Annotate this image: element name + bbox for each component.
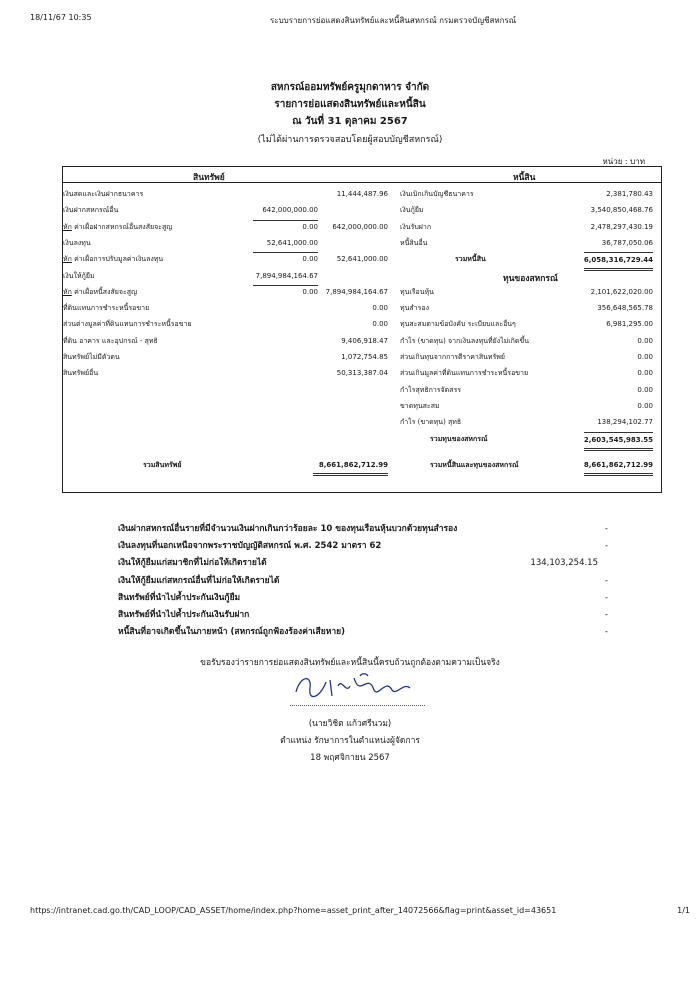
- note-row: [118, 555, 618, 571]
- asset-row: [63, 317, 393, 332]
- asset-label: ที่ดินแทนการชำระหนี้รอขาย: [63, 304, 150, 313]
- footer-url: https://intranet.cad.go.th/CAD_LOOP/CAD_ASSET/home/index.php?home=asset_print_after_14072566&flag=print&asset_id=43651: [30, 906, 557, 915]
- asset-label: เงินลงทุน: [63, 238, 91, 247]
- signature-line: [290, 705, 425, 706]
- subtotal-line: [253, 220, 318, 221]
- liability-row: [400, 220, 658, 235]
- asset-net: 0.00: [372, 320, 388, 329]
- note-row: [118, 624, 618, 640]
- equity-row: [400, 415, 658, 430]
- equity-row: [400, 334, 658, 349]
- asset-label: ส่วนต่างมูลค่าที่ดินแทนการชำระหนี้รอขาย: [63, 320, 192, 329]
- equity-value: 0.00: [637, 336, 653, 345]
- note-row: [118, 607, 618, 623]
- asset-label: เงินสดและเงินฝากธนาคาร: [63, 190, 144, 198]
- liability-label: หนี้สินอื่น: [400, 238, 428, 247]
- asset-label: เงินฝากสหกรณ์อื่น: [63, 206, 119, 215]
- total-equity-label: รวมทุนของสหกรณ์: [430, 434, 488, 443]
- asset-net: 642,000,000.00: [332, 222, 388, 231]
- note-value: -: [604, 524, 608, 534]
- note-label: เงินให้กู้ยืมแก่สมาชิกที่ไม่ก่อให้เกิดรายได้: [118, 558, 267, 569]
- liabilities-heading: หนี้สิน: [513, 173, 536, 183]
- liability-value: 3,540,850,468.76: [590, 206, 653, 215]
- signer-name: (นายวิชิต แก้วศรีนวม): [308, 719, 392, 729]
- asset-net: 50,313,387.04: [336, 369, 388, 378]
- header-divider: [63, 182, 661, 183]
- note-label: สินทรัพย์ที่นำไปค้ำประกันเงินกู้ยืม: [118, 592, 241, 603]
- liability-value: 36,787,050.06: [601, 238, 653, 247]
- note-value: 134,103,254.15: [530, 558, 598, 569]
- certification-statement: ขอรับรองว่ารายการย่อแสดงสินทรัพย์และหนี้สินนี้ครบถ้วนถูกต้องตามความเป็นจริง: [200, 658, 500, 668]
- total-assets-value: 8,661,862,712.99: [313, 458, 388, 476]
- asset-label: ที่ดิน อาคาร และอุปกรณ์ - สุทธิ: [63, 336, 158, 345]
- total-liabilities-value: 6,058,316,729.44: [584, 252, 653, 271]
- liability-value: 2,478,297,430.19: [590, 222, 653, 231]
- note-row: [118, 538, 618, 554]
- liability-row: [400, 203, 658, 218]
- asset-gross: 52,641,000.00: [266, 238, 318, 247]
- equity-value: 6,981,295.00: [606, 320, 653, 329]
- asset-row: [63, 236, 393, 251]
- note-label: เงินลงทุนที่นอกเหนือจากพระราชบัญญัติสหกรณ์ พ.ศ. 2542 มาตรา 62: [118, 541, 382, 552]
- equity-label: ส่วนเกินมูลค่าที่ดินแทนการชำระหนี้รอขาย: [400, 369, 529, 378]
- cooperative-name: สหกรณ์ออมทรัพย์ครูมุกดาหาร จำกัด: [270, 82, 430, 93]
- equity-label: ส่วนเกินทุนจากการตีราคาสินทรัพย์: [400, 353, 505, 361]
- equity-row: [400, 317, 658, 332]
- note-value: -: [604, 627, 608, 638]
- asset-gross: 642,000,000.00: [262, 206, 318, 215]
- equity-value: 2,101,622,020.00: [590, 287, 653, 296]
- signing-date: 18 พฤศจิกายน 2567: [310, 753, 390, 763]
- assets-heading: สินทรัพย์: [193, 173, 225, 183]
- equity-label: ทุนสำรอง: [400, 304, 429, 313]
- asset-net: 11,444,487.96: [336, 190, 388, 198]
- total-equity-value: 2,603,545,983.55: [584, 432, 653, 451]
- equity-row: [400, 399, 658, 414]
- asset-net: 52,641,000.00: [336, 255, 388, 264]
- equity-row: [400, 350, 658, 365]
- equity-value: 138,294,102.77: [597, 418, 653, 427]
- total-liabilities-label: รวมหนี้สิน: [455, 255, 486, 264]
- signature-image: [290, 668, 425, 706]
- report-title: รายการย่อแสดงสินทรัพย์และหนี้สิน: [274, 99, 426, 110]
- note-value: -: [604, 575, 608, 586]
- asset-net: 9,406,918.47: [341, 336, 388, 345]
- asset-gross: 7,894,984,164.67: [255, 271, 318, 280]
- equity-value: 0.00: [637, 385, 653, 394]
- equity-row: [400, 383, 658, 398]
- asset-label: สินทรัพย์ไม่มีตัวตน: [63, 353, 120, 361]
- equity-label: ทุนเรือนหุ้น: [400, 287, 434, 296]
- note-row: [118, 521, 618, 537]
- note-value: -: [604, 610, 608, 620]
- equity-row: [400, 301, 658, 316]
- asset-row: [63, 350, 393, 365]
- asset-label: สินทรัพย์อื่น: [63, 369, 99, 378]
- asset-row: [63, 220, 393, 235]
- asset-label: เงินให้กู้ยืม: [63, 271, 95, 280]
- subtotal-line: [253, 252, 318, 253]
- less-prefix: หัก: [63, 255, 72, 264]
- note-label: เงินฝากสหกรณ์อื่นรายที่มีจำนวนเงินฝากเกินกว่าร้อยละ 10 ของทุนเรือนหุ้นบวกด้วยทุนสำรอง: [118, 524, 458, 534]
- equity-row: [400, 285, 658, 300]
- note-row: [118, 590, 618, 606]
- asset-row: [63, 366, 393, 381]
- liability-label: เงินเบิกเกินบัญชีธนาคาร: [400, 190, 474, 198]
- equity-label: กำไร (ขาดทุน) จากเงินลงทุนที่ยังไม่เกิดขึ้น: [400, 336, 530, 345]
- liability-row: [400, 187, 658, 202]
- note-label: สินทรัพย์ที่นำไปค้ำประกันเงินรับฝาก: [118, 610, 250, 620]
- less-prefix: หัก: [63, 287, 72, 296]
- equity-value: 0.00: [637, 369, 653, 378]
- grand-total-label: รวมหนี้สินและทุนของสหกรณ์: [430, 461, 519, 469]
- total-assets-label: รวมสินทรัพย์: [143, 461, 182, 469]
- asset-net: 7,894,984,164.67: [325, 287, 388, 296]
- equity-value: 0.00: [637, 353, 653, 361]
- subtotal-line: [253, 285, 318, 286]
- audit-note: (ไม่ได้ผ่านการตรวจสอบโดยผู้สอบบัญชีสหกรณ์): [257, 135, 443, 145]
- system-title: ระบบรายการย่อแสดงสินทรัพย์และหนี้สินสหกรณ์ กรมตรวจบัญชีสหกรณ์: [270, 16, 517, 25]
- asset-label: หัก ค่าเผื่อฝากสหกรณ์อื่นสงสัยจะสูญ: [63, 222, 173, 231]
- signer-position: ตำแหน่ง รักษาการในตำแหน่งผู้จัดการ: [280, 736, 420, 746]
- grand-total-value: 8,661,862,712.99: [584, 458, 653, 476]
- note-label: เงินให้กู้ยืมแก่สหกรณ์อื่นที่ไม่ก่อให้เกิดรายได้: [118, 575, 280, 586]
- asset-net: 1,072,754.85: [341, 353, 388, 361]
- note-label: หนี้สินที่อาจเกิดขึ้นในภายหน้า (สหกรณ์ถูกฟ้องร้องค่าเสียหาย): [118, 627, 345, 638]
- asset-row: [63, 285, 393, 300]
- asset-row: [63, 203, 393, 218]
- asset-row: [63, 252, 393, 267]
- equity-label: ทุนสะสมตามข้อบังคับ ระเบียบและอื่นๆ: [400, 320, 516, 329]
- equity-label: ขาดทุนสะสม: [400, 401, 440, 410]
- asset-allowance: 0.00: [302, 287, 318, 296]
- liability-label: เงินกู้ยืม: [400, 206, 424, 215]
- total-assets-row: [123, 458, 393, 473]
- asset-net: 0.00: [372, 304, 388, 313]
- print-datetime: 18/11/67 10:35: [30, 13, 92, 22]
- total-liabilities-row: [400, 252, 658, 267]
- asset-row: [63, 301, 393, 316]
- note-value: -: [604, 541, 608, 552]
- note-value: -: [604, 592, 608, 603]
- asset-row: [63, 269, 393, 284]
- equity-value: 0.00: [637, 401, 653, 410]
- equity-label: กำไรสุทธิการจัดสรร: [400, 385, 461, 394]
- asset-row: [63, 334, 393, 349]
- liability-value: 2,381,780.43: [606, 190, 653, 198]
- equity-label: กำไร (ขาดทุน) สุทธิ: [400, 418, 462, 427]
- asset-label: หัก ค่าเผื่อหนี้สงสัยจะสูญ: [63, 287, 137, 296]
- equity-heading: ทุนของสหกรณ์: [503, 273, 558, 284]
- balance-sheet-box: [62, 166, 662, 493]
- page-number: 1/1: [677, 906, 690, 915]
- asset-label: หัก ค่าเผื่อการปรับมูลค่าเงินลงทุน: [63, 255, 164, 264]
- unit-label: หน่วย : บาท: [602, 157, 645, 166]
- asset-row: [63, 187, 393, 202]
- equity-value: 356,648,565.78: [597, 304, 653, 313]
- note-row: [118, 573, 618, 589]
- liability-row: [400, 236, 658, 251]
- less-prefix: หัก: [63, 222, 72, 231]
- asset-allowance: 0.00: [302, 255, 318, 264]
- grand-total-row: [400, 458, 658, 473]
- report-date: ณ วันที่ 31 ตุลาคม 2567: [292, 116, 408, 127]
- asset-allowance: 0.00: [302, 222, 318, 231]
- liability-label: เงินรับฝาก: [400, 222, 432, 231]
- total-equity-row: [400, 432, 658, 447]
- equity-row: [400, 366, 658, 381]
